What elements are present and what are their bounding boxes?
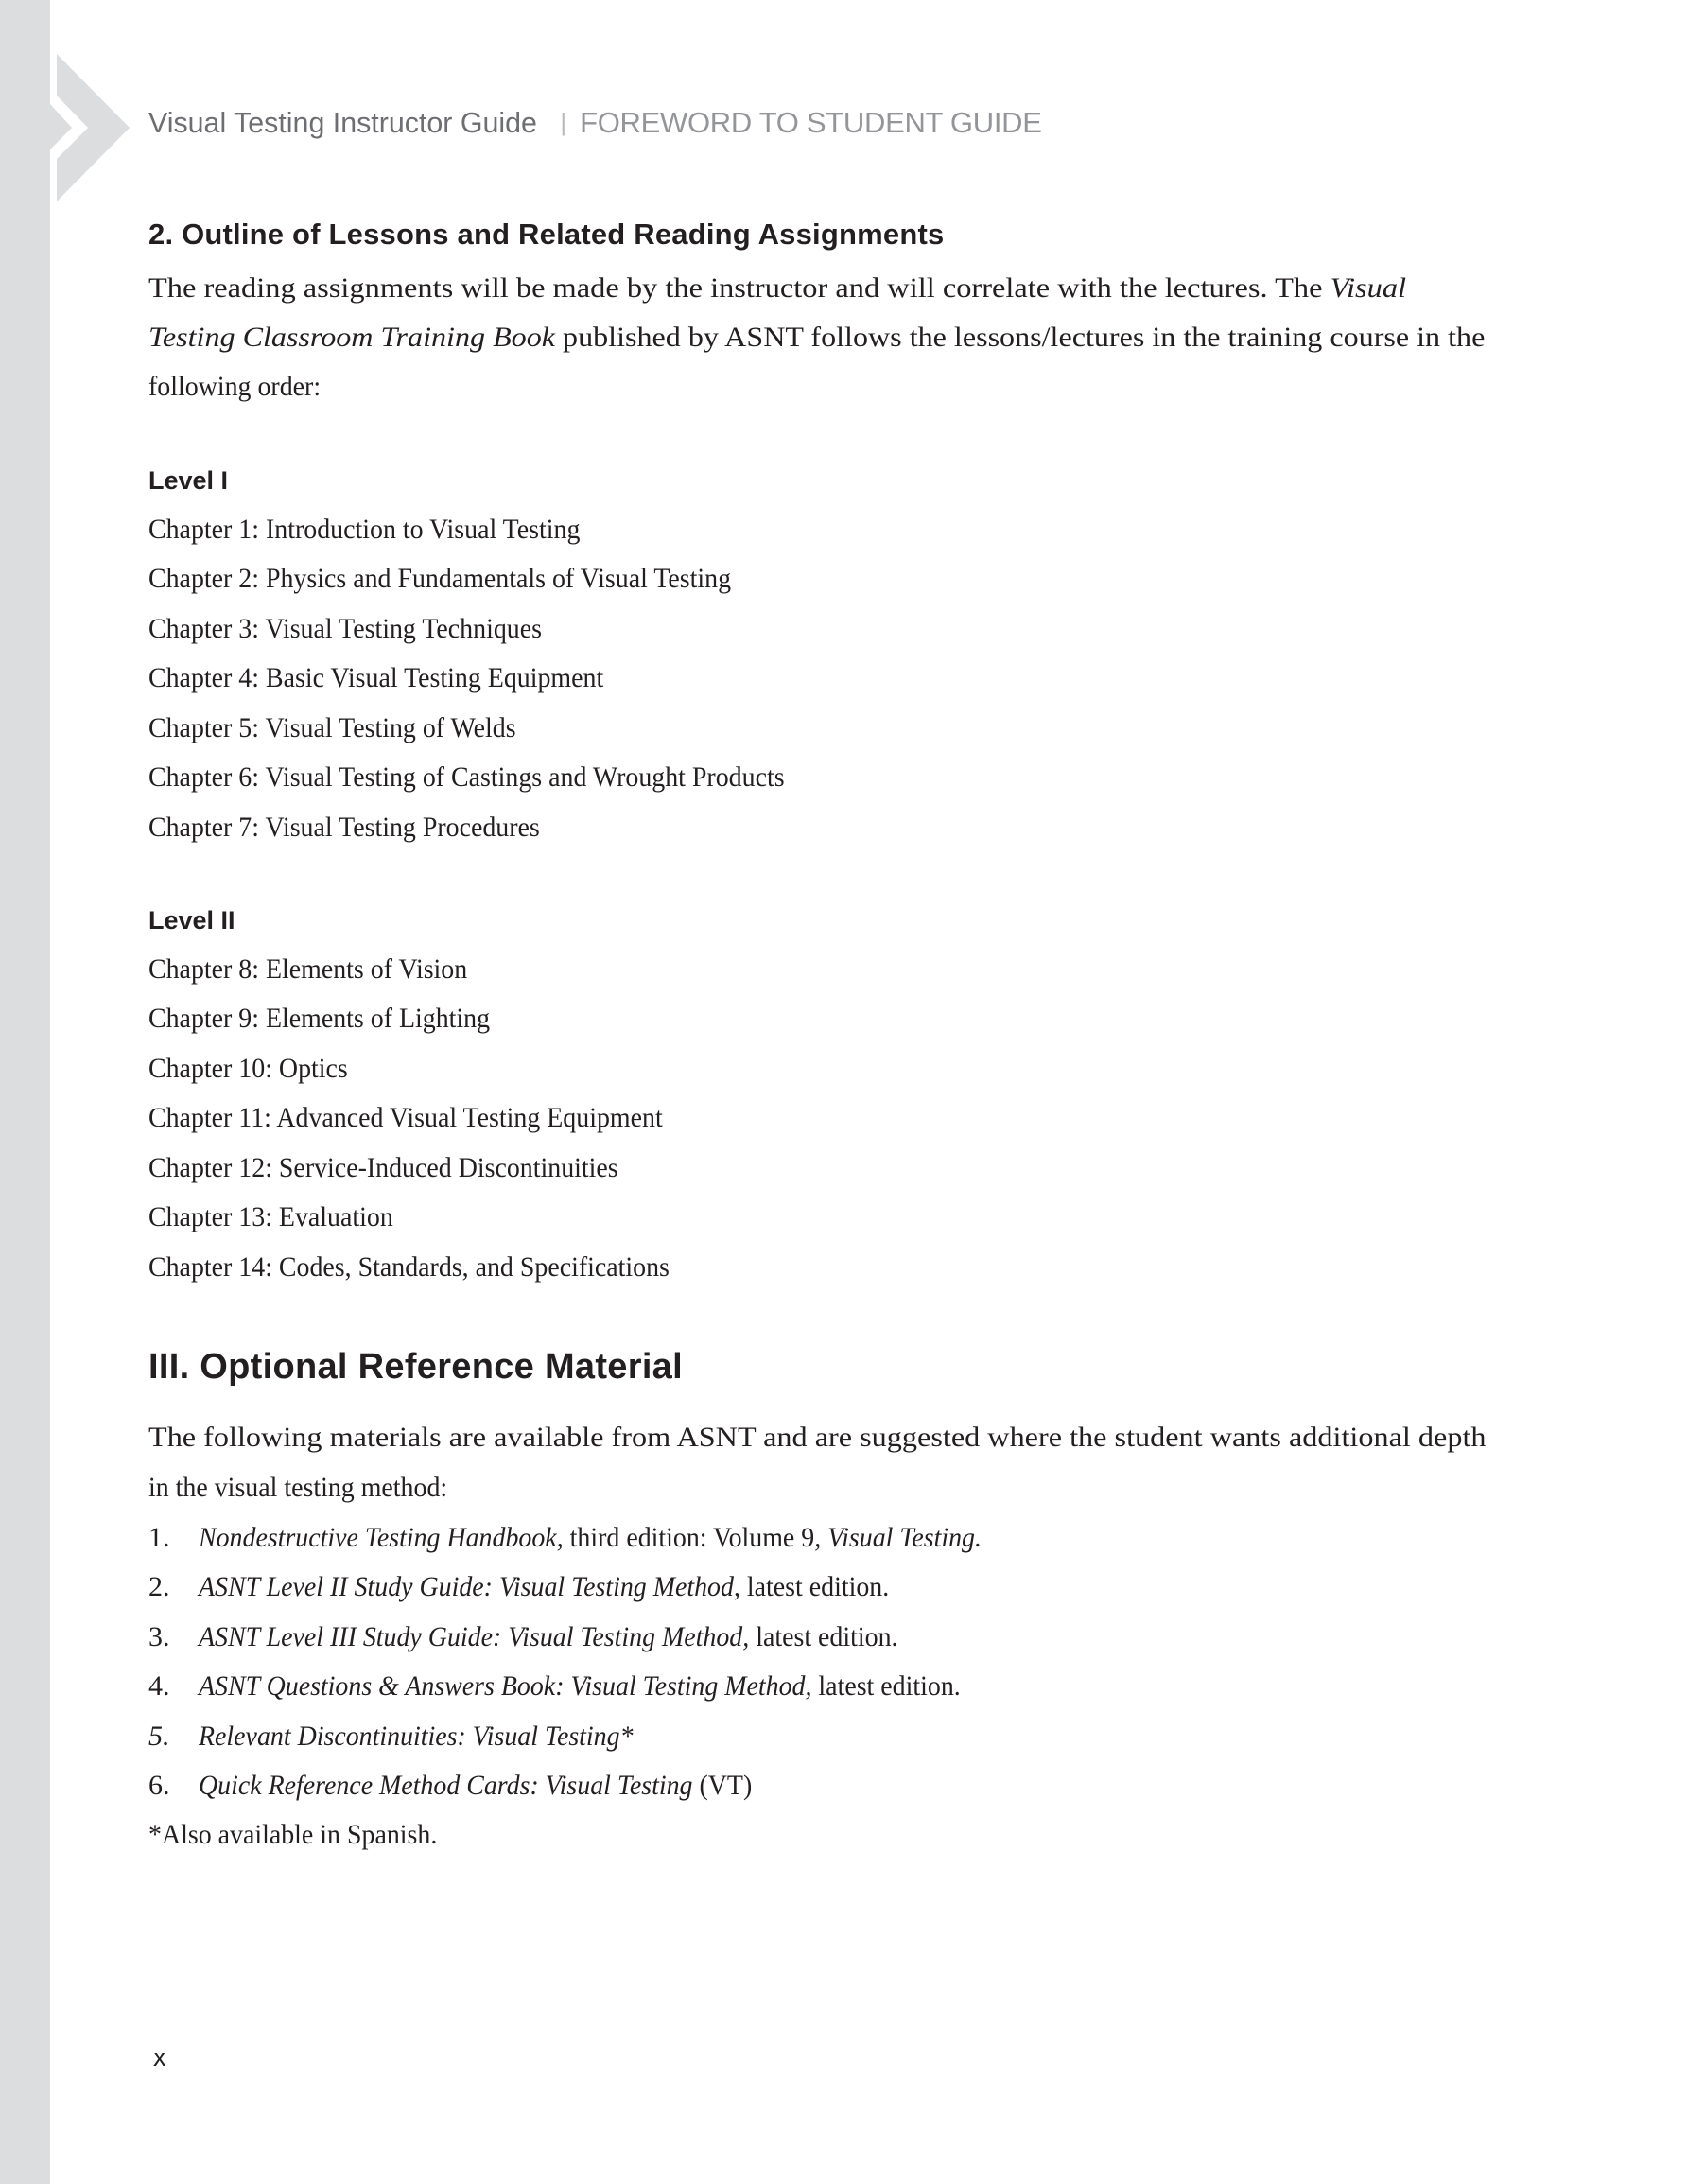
reference-item-title [199, 1718, 634, 1756]
running-header [148, 104, 1042, 142]
italic-title-text: Visual [1330, 272, 1407, 304]
reference-item-number: 5. [148, 1721, 170, 1752]
chapter-item: Chapter 6: Visual Testing of Castings and Wrought Products [148, 761, 785, 793]
references-heading: III. Optional Reference Material [148, 1347, 683, 1387]
running-header-section-title: FOREWORD TO STUDENT GUIDE [580, 106, 1042, 139]
running-header-book-title: Visual Testing Instructor Guide [148, 106, 537, 139]
chapter-item: Chapter 3: Visual Testing Techniques [148, 613, 542, 644]
chapter-item: Chapter 9: Elements of Lighting [148, 1003, 491, 1034]
chapter-item: Chapter 2: Physics and Fundamentals of Visual Testing [148, 563, 732, 594]
italic-title-text: Testing Classroom Training Book [148, 322, 556, 353]
outline-heading: 2. Outline of Lessons and Related Reading Assignments [148, 218, 945, 251]
reference-item-number: 1. [148, 1522, 170, 1553]
italic-title-text: ASNT Level II Study Guide: Visual Testing Method [199, 1571, 734, 1602]
reference-item-title [199, 1568, 889, 1606]
text-run: in the visual testing method: [148, 1472, 448, 1503]
chapter-item: Chapter 12: Service-Induced Discontinuities [148, 1152, 618, 1183]
text-run: following order: [148, 371, 322, 402]
outline-intro-line [148, 319, 1485, 357]
reference-item-title [199, 1767, 752, 1805]
chapter-item: Chapter 4: Basic Visual Testing Equipment [148, 662, 604, 693]
italic-title-text: ASNT Level III Study Guide: Visual Testing Method, [199, 1621, 750, 1652]
italic-title-text: Quick Reference Method Cards: Visual Testing [199, 1770, 693, 1801]
text-run: The following materials are available from ASNT and are suggested where the student wants additional depth [148, 1422, 1487, 1453]
reference-item-number: 2. [148, 1571, 170, 1602]
italic-title-text: , Visual Testing. [814, 1522, 982, 1553]
level-1-label: Level I [148, 466, 229, 495]
italic-title-text: ASNT Questions & Answers Book: Visual Testing Method, [199, 1670, 812, 1702]
chapter-item: Chapter 7: Visual Testing Procedures [148, 812, 540, 843]
outline-intro-line [148, 270, 1406, 307]
text-run: published by ASNT follows the lessons/lectures in the training course in the [555, 322, 1486, 353]
text-run: , latest edition. [733, 1571, 890, 1602]
italic-title-text: Relevant Discontinuities: Visual Testing* [199, 1721, 634, 1752]
level-2-label: Level II [148, 906, 235, 935]
chapter-item: Chapter 5: Visual Testing of Welds [148, 712, 516, 743]
text-run: latest edition. [811, 1670, 961, 1702]
page-number: x [153, 2043, 166, 2071]
chapter-item: Chapter 14: Codes, Standards, and Specifications [148, 1251, 670, 1283]
reference-item-number: 6. [148, 1770, 170, 1801]
reference-item-number: 3. [148, 1621, 170, 1652]
chapter-item: Chapter 8: Elements of Vision [148, 953, 468, 985]
reference-item-title [199, 1618, 898, 1656]
outline-intro-line [148, 368, 321, 406]
chapter-item: Chapter 1: Introduction to Visual Testing [148, 514, 581, 545]
references-intro-line [148, 1469, 447, 1507]
text-run: latest edition. [749, 1621, 898, 1652]
chapter-item: Chapter 10: Optics [148, 1053, 348, 1084]
footnote: *Also available in Spanish. [148, 1819, 438, 1850]
reference-item-title [199, 1668, 961, 1705]
chapter-item: Chapter 13: Evaluation [148, 1201, 393, 1232]
references-intro-line [148, 1419, 1487, 1457]
reference-item-title [199, 1519, 982, 1557]
reference-item-number: 4. [148, 1670, 170, 1702]
text-run: The reading assignments will be made by the instructor and will correlate with the lectures. The [148, 272, 1330, 304]
italic-title-text: Nondestructive Testing Handbook, [199, 1522, 564, 1553]
side-bar-decoration [0, 0, 132, 2184]
text-run: (VT) [692, 1770, 753, 1801]
side-bar [0, 0, 72, 2184]
text-run: third edition: Volume 9 [563, 1522, 815, 1553]
running-header-separator: | [560, 108, 567, 136]
chapter-item: Chapter 11: Advanced Visual Testing Equipment [148, 1102, 663, 1133]
